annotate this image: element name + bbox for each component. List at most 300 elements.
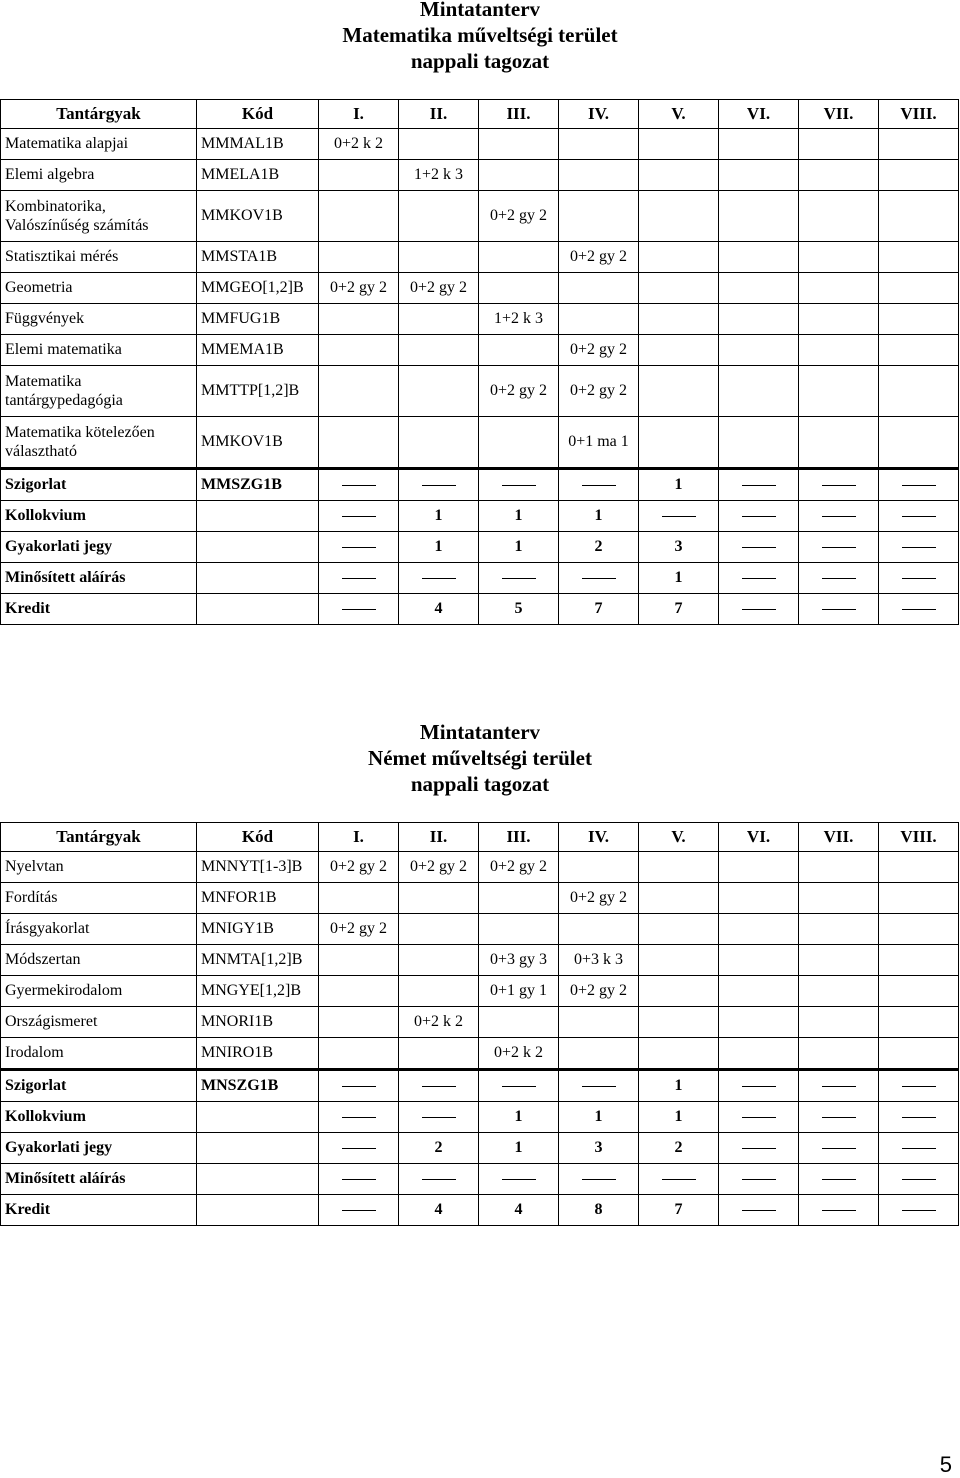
column-header: I. [319, 823, 399, 852]
dash-mark [422, 1086, 456, 1087]
semester-cell [319, 191, 399, 242]
summary-value [559, 1070, 639, 1102]
summary-row [1, 1195, 959, 1226]
dash-mark [742, 1210, 776, 1211]
dash-mark [502, 485, 536, 486]
column-header: V. [639, 823, 719, 852]
dash-mark [342, 516, 376, 517]
semester-cell [319, 335, 399, 366]
semester-cell [639, 366, 719, 417]
summary-value [479, 1070, 559, 1102]
semester-cell [799, 304, 879, 335]
course-code: MMTTP[1,2]B [197, 366, 319, 417]
course-code: MNGYE[1,2]B [197, 976, 319, 1007]
course-name: Országismeret [1, 1007, 197, 1038]
dash-mark [342, 609, 376, 610]
semester-cell [719, 852, 799, 883]
summary-row [1, 501, 959, 532]
summary-value [319, 1164, 399, 1195]
semester-cell [799, 914, 879, 945]
summary-value [879, 1195, 959, 1226]
section1-mode: nappali tagozat [410, 49, 550, 73]
summary-label: Kredit [1, 1195, 197, 1226]
summary-value [319, 501, 399, 532]
summary-value [879, 469, 959, 501]
summary-code [197, 501, 319, 532]
summary-value [639, 1164, 719, 1195]
summary-value: 7 [639, 1195, 719, 1226]
semester-cell [639, 945, 719, 976]
summary-value [319, 532, 399, 563]
summary-value [879, 501, 959, 532]
summary-code [197, 1102, 319, 1133]
semester-cell [639, 304, 719, 335]
summary-label: Szigorlat [1, 469, 197, 501]
semester-cell: 0+2 gy 2 [559, 366, 639, 417]
course-code: MMELA1B [197, 160, 319, 191]
summary-row [1, 1070, 959, 1102]
dash-mark [422, 1179, 456, 1180]
semester-cell [319, 1038, 399, 1070]
dash-mark [342, 1210, 376, 1211]
semester-cell [399, 1038, 479, 1070]
semester-cell [799, 883, 879, 914]
semester-cell [639, 914, 719, 945]
summary-value: 1 [399, 501, 479, 532]
summary-value [799, 501, 879, 532]
semester-cell: 0+2 gy 2 [559, 335, 639, 366]
semester-cell [479, 273, 559, 304]
course-code: MNMTA[1,2]B [197, 945, 319, 976]
course-row [1, 1038, 959, 1070]
semester-cell [639, 273, 719, 304]
semester-cell [719, 335, 799, 366]
summary-value [799, 594, 879, 625]
semester-cell [799, 366, 879, 417]
semester-cell [479, 129, 559, 160]
semester-cell [799, 976, 879, 1007]
dash-mark [902, 547, 936, 548]
semester-cell [399, 366, 479, 417]
course-code: MMKOV1B [197, 191, 319, 242]
summary-value: 4 [399, 1195, 479, 1226]
semester-cell [559, 914, 639, 945]
summary-value: 1 [399, 532, 479, 563]
dash-mark [582, 1179, 616, 1180]
dash-mark [662, 516, 696, 517]
summary-row [1, 469, 959, 501]
semester-cell [559, 304, 639, 335]
page-number: 5 [939, 1452, 952, 1477]
semester-cell [559, 1007, 639, 1038]
dash-mark [342, 485, 376, 486]
semester-cell [719, 1038, 799, 1070]
semester-cell [879, 1007, 959, 1038]
semester-cell [799, 335, 879, 366]
summary-value: 2 [559, 532, 639, 563]
semester-cell [879, 417, 959, 469]
summary-value [879, 1102, 959, 1133]
semester-cell: 0+2 gy 2 [319, 852, 399, 883]
semester-cell [479, 417, 559, 469]
summary-value: 8 [559, 1195, 639, 1226]
course-row [1, 883, 959, 914]
semester-cell [399, 976, 479, 1007]
semester-cell [719, 191, 799, 242]
summary-value: 5 [479, 594, 559, 625]
summary-value [719, 563, 799, 594]
dash-mark [742, 485, 776, 486]
semester-cell [799, 242, 879, 273]
semester-cell [639, 335, 719, 366]
column-header: IV. [559, 823, 639, 852]
dash-mark [502, 1086, 536, 1087]
course-row [1, 366, 959, 417]
column-header: VI. [719, 100, 799, 129]
dash-mark [742, 516, 776, 517]
semester-cell [319, 366, 399, 417]
semester-cell [559, 1038, 639, 1070]
semester-cell [719, 129, 799, 160]
column-header: VI. [719, 823, 799, 852]
semester-cell [879, 366, 959, 417]
course-code: MMMAL1B [197, 129, 319, 160]
course-name: Irodalom [1, 1038, 197, 1070]
summary-label: Minősített aláírás [1, 1164, 197, 1195]
dash-mark [902, 1117, 936, 1118]
summary-code [197, 1195, 319, 1226]
summary-value [719, 1195, 799, 1226]
semester-cell [639, 160, 719, 191]
summary-value [399, 1070, 479, 1102]
dash-mark [902, 578, 936, 579]
column-header: VII. [799, 823, 879, 852]
dash-mark [742, 1179, 776, 1180]
semester-cell: 0+2 gy 2 [319, 914, 399, 945]
course-code: MMFUG1B [197, 304, 319, 335]
summary-value [879, 1164, 959, 1195]
dash-mark [742, 1086, 776, 1087]
section2-subtitle: Német műveltségi terület [368, 746, 592, 770]
summary-label: Kollokvium [1, 1102, 197, 1133]
semester-cell: 0+2 k 2 [399, 1007, 479, 1038]
semester-cell: 0+2 gy 2 [479, 852, 559, 883]
course-code: MNNYT[1-3]B [197, 852, 319, 883]
summary-value [799, 469, 879, 501]
semester-cell [479, 335, 559, 366]
dash-mark [662, 1179, 696, 1180]
semester-cell [639, 417, 719, 469]
semester-cell: 0+2 gy 2 [559, 976, 639, 1007]
semester-cell [399, 883, 479, 914]
course-row [1, 852, 959, 883]
header-row [1, 100, 959, 129]
course-code: MMKOV1B [197, 417, 319, 469]
dash-mark [822, 547, 856, 548]
dash-mark [822, 1086, 856, 1087]
course-code: MNIGY1B [197, 914, 319, 945]
summary-value: 1 [479, 532, 559, 563]
summary-value [719, 1102, 799, 1133]
semester-cell [319, 160, 399, 191]
dash-mark [822, 485, 856, 486]
section2-mode: nappali tagozat [410, 772, 550, 796]
summary-value: 7 [639, 594, 719, 625]
summary-value [319, 594, 399, 625]
column-header: IV. [559, 100, 639, 129]
column-header: Kód [197, 823, 319, 852]
dash-mark [342, 578, 376, 579]
semester-cell [559, 160, 639, 191]
semester-cell [719, 304, 799, 335]
summary-row [1, 532, 959, 563]
summary-value [479, 563, 559, 594]
summary-label: Szigorlat [1, 1070, 197, 1102]
summary-value [719, 501, 799, 532]
course-row [1, 242, 959, 273]
semester-cell [719, 914, 799, 945]
dash-mark [902, 609, 936, 610]
summary-value: 1 [639, 1102, 719, 1133]
column-header: V. [639, 100, 719, 129]
dash-mark [422, 485, 456, 486]
course-name: Geometria [1, 273, 197, 304]
semester-cell [719, 1007, 799, 1038]
semester-cell [879, 976, 959, 1007]
semester-cell [319, 976, 399, 1007]
semester-cell [879, 273, 959, 304]
course-name: Elemi algebra [1, 160, 197, 191]
semester-cell: 0+2 k 2 [479, 1038, 559, 1070]
semester-cell [719, 417, 799, 469]
semester-cell [639, 1038, 719, 1070]
summary-value: 4 [479, 1195, 559, 1226]
summary-value: 1 [479, 1133, 559, 1164]
column-header: VIII. [879, 100, 959, 129]
semester-cell [399, 304, 479, 335]
summary-value [799, 1102, 879, 1133]
summary-value: 3 [639, 532, 719, 563]
semester-cell: 0+2 gy 2 [319, 273, 399, 304]
dash-mark [822, 516, 856, 517]
summary-value [879, 532, 959, 563]
summary-row [1, 1164, 959, 1195]
semester-cell [319, 1007, 399, 1038]
semester-cell [479, 160, 559, 191]
summary-code [197, 1164, 319, 1195]
course-row [1, 160, 959, 191]
semester-cell [879, 160, 959, 191]
summary-value [319, 1102, 399, 1133]
semester-cell [799, 1038, 879, 1070]
dash-mark [822, 1117, 856, 1118]
course-name: Elemi matematika [1, 335, 197, 366]
course-row [1, 129, 959, 160]
summary-value [799, 532, 879, 563]
column-header: II. [399, 100, 479, 129]
summary-value: 7 [559, 594, 639, 625]
summary-value [879, 563, 959, 594]
dash-mark [822, 1179, 856, 1180]
course-name: Matematika tantárgypedagógia [1, 366, 197, 417]
semester-cell [879, 914, 959, 945]
semester-cell [399, 914, 479, 945]
column-header: III. [479, 823, 559, 852]
course-row [1, 1007, 959, 1038]
semester-cell [399, 191, 479, 242]
summary-value [799, 1070, 879, 1102]
summary-value: 1 [479, 501, 559, 532]
course-name: Nyelvtan [1, 852, 197, 883]
dash-mark [422, 578, 456, 579]
section1-table [0, 99, 959, 625]
summary-row [1, 594, 959, 625]
semester-cell [799, 191, 879, 242]
column-header: Tantárgyak [1, 100, 197, 129]
semester-cell [719, 883, 799, 914]
dash-mark [582, 485, 616, 486]
summary-value [799, 1195, 879, 1226]
semester-cell [799, 129, 879, 160]
dash-mark [902, 1086, 936, 1087]
semester-cell: 0+2 gy 2 [479, 366, 559, 417]
summary-value [479, 1164, 559, 1195]
semester-cell [479, 883, 559, 914]
summary-value [719, 1164, 799, 1195]
course-code: MNFOR1B [197, 883, 319, 914]
semester-cell [719, 160, 799, 191]
summary-value: 2 [399, 1133, 479, 1164]
summary-code: MNSZG1B [197, 1070, 319, 1102]
summary-label: Minősített aláírás [1, 563, 197, 594]
semester-cell [319, 883, 399, 914]
summary-value: 2 [639, 1133, 719, 1164]
course-code: MNIRO1B [197, 1038, 319, 1070]
course-row [1, 914, 959, 945]
summary-value: 1 [559, 1102, 639, 1133]
course-name: Írásgyakorlat [1, 914, 197, 945]
semester-cell [319, 945, 399, 976]
dash-mark [742, 578, 776, 579]
semester-cell [639, 191, 719, 242]
course-name: Módszertan [1, 945, 197, 976]
summary-value [879, 1070, 959, 1102]
summary-value [719, 1133, 799, 1164]
dash-mark [342, 547, 376, 548]
semester-cell: 0+3 gy 3 [479, 945, 559, 976]
summary-value: 1 [559, 501, 639, 532]
summary-value [319, 1133, 399, 1164]
summary-value [559, 563, 639, 594]
semester-cell [479, 914, 559, 945]
semester-cell [799, 417, 879, 469]
summary-label: Kollokvium [1, 501, 197, 532]
semester-cell [559, 852, 639, 883]
semester-cell: 0+2 gy 2 [559, 883, 639, 914]
summary-code [197, 563, 319, 594]
dash-mark [902, 485, 936, 486]
summary-value [559, 469, 639, 501]
summary-row [1, 563, 959, 594]
dash-mark [742, 609, 776, 610]
summary-code [197, 532, 319, 563]
course-row [1, 417, 959, 469]
semester-cell [719, 976, 799, 1007]
column-header: III. [479, 100, 559, 129]
semester-cell: 0+1 ma 1 [559, 417, 639, 469]
summary-value [399, 469, 479, 501]
dash-mark [582, 578, 616, 579]
semester-cell: 0+2 gy 2 [399, 273, 479, 304]
summary-code [197, 1133, 319, 1164]
course-name: Gyermekirodalom [1, 976, 197, 1007]
summary-label: Gyakorlati jegy [1, 1133, 197, 1164]
dash-mark [422, 1117, 456, 1118]
course-row [1, 304, 959, 335]
dash-mark [902, 1210, 936, 1211]
semester-cell [799, 1007, 879, 1038]
dash-mark [822, 609, 856, 610]
section1-title: Mintatanterv [419, 0, 541, 21]
dash-mark [342, 1117, 376, 1118]
semester-cell [399, 335, 479, 366]
summary-value [399, 563, 479, 594]
dash-mark [822, 1148, 856, 1149]
semester-cell [879, 129, 959, 160]
summary-value [319, 563, 399, 594]
semester-cell [559, 273, 639, 304]
semester-cell [879, 191, 959, 242]
course-name: Kombinatorika, Valószínűség számítás [1, 191, 197, 242]
semester-cell: 0+1 gy 1 [479, 976, 559, 1007]
semester-cell [319, 304, 399, 335]
semester-cell [879, 304, 959, 335]
summary-label: Kredit [1, 594, 197, 625]
dash-mark [742, 547, 776, 548]
summary-row [1, 1102, 959, 1133]
semester-cell: 0+3 k 3 [559, 945, 639, 976]
semester-cell [319, 417, 399, 469]
summary-value [399, 1102, 479, 1133]
semester-cell [639, 1007, 719, 1038]
semester-cell: 0+2 gy 2 [479, 191, 559, 242]
column-header: VII. [799, 100, 879, 129]
semester-cell [399, 417, 479, 469]
course-name: Fordítás [1, 883, 197, 914]
course-name: Függvények [1, 304, 197, 335]
semester-cell [879, 852, 959, 883]
dash-mark [742, 1148, 776, 1149]
summary-value: 4 [399, 594, 479, 625]
summary-value [399, 1164, 479, 1195]
semester-cell [399, 945, 479, 976]
section2-table [0, 822, 959, 1226]
dash-mark [582, 1086, 616, 1087]
summary-value: 1 [639, 469, 719, 501]
summary-value [799, 1133, 879, 1164]
summary-value: 3 [559, 1133, 639, 1164]
column-header: Tantárgyak [1, 823, 197, 852]
summary-code [197, 594, 319, 625]
column-header: II. [399, 823, 479, 852]
semester-cell: 0+2 k 2 [319, 129, 399, 160]
semester-cell [879, 242, 959, 273]
column-header: Kód [197, 100, 319, 129]
course-code: MNORI1B [197, 1007, 319, 1038]
semester-cell [639, 976, 719, 1007]
semester-cell [799, 852, 879, 883]
semester-cell [799, 273, 879, 304]
